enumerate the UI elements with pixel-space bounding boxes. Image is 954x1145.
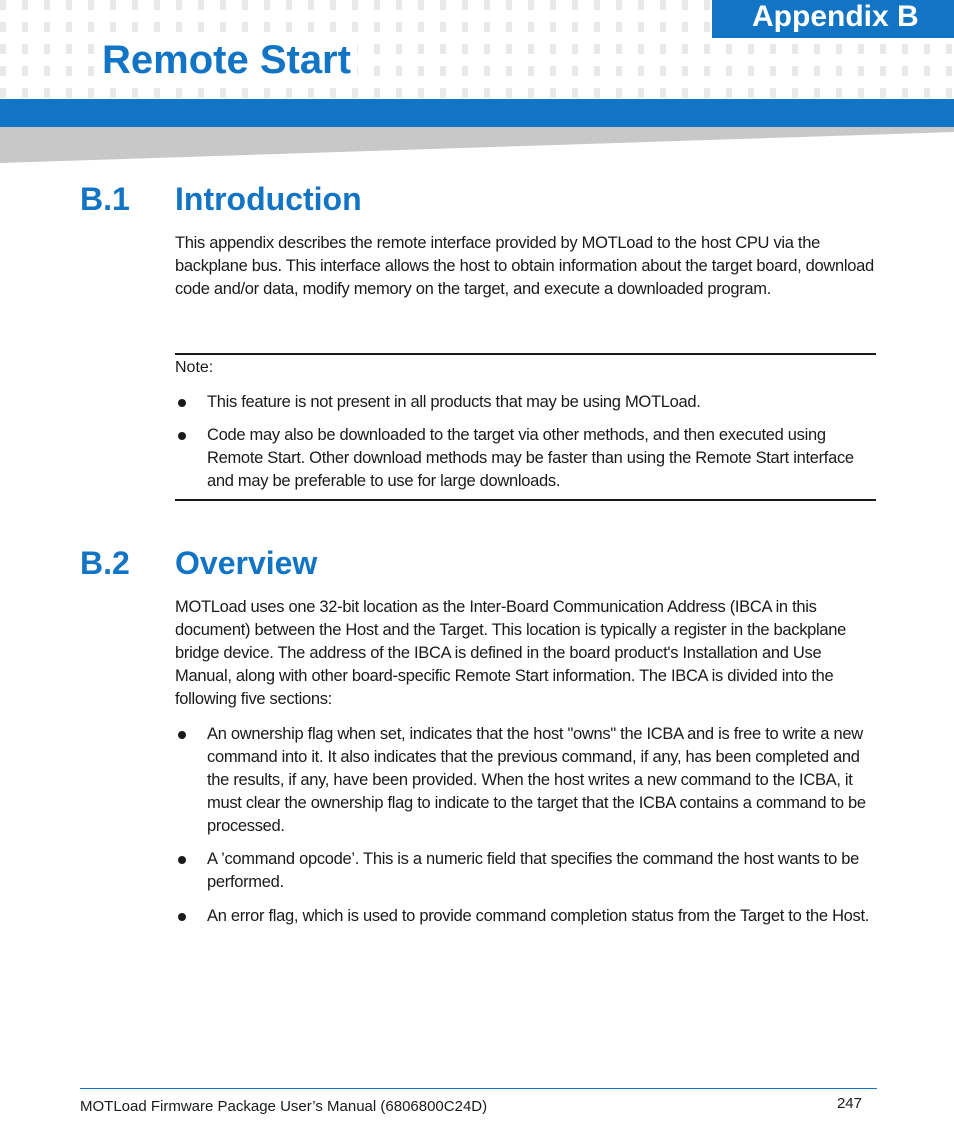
section-number: B.2 [80, 545, 130, 581]
section-title: Overview [175, 545, 318, 581]
list-item [175, 905, 875, 928]
grey-wedge-shape [0, 127, 954, 163]
note-top-rule [175, 353, 876, 355]
list-item-text: An error flag, which is used to provide command completion status from the Target to the Host. [207, 907, 870, 925]
bullet-dot [178, 913, 186, 921]
note-bottom-rule [175, 499, 876, 501]
section-heading-overview [80, 544, 317, 582]
note-item-text: This feature is not present in all products that may be using MOTLoad. [207, 393, 701, 411]
list-item [175, 848, 875, 894]
appendix-tab: Appendix B [712, 0, 954, 38]
bullet-dot [178, 399, 186, 407]
section-title: Introduction [175, 181, 362, 217]
section-number: B.1 [80, 181, 130, 217]
note-item [175, 424, 875, 493]
list-item-text: A ’command opcode’. This is a numeric field that specifies the command the host wants to be performed. [207, 850, 859, 891]
list-item-text: An ownership flag when set, indicates that the host "owns" the ICBA and is free to write a new command into it. It also indicates that the previous command, if any, has been completed and the results, if any, have been provided. When the host writes a new command to the ICBA, it must clear the ownership flag to indicate to the target that the ICBA contains a command to be processed. [207, 725, 866, 835]
bullet-dot [178, 731, 186, 739]
bullet-dot [178, 856, 186, 864]
note-label: Note: [175, 359, 214, 376]
note-item-text: Code may also be downloaded to the target via other methods, and then executed using Remote Start. Other download methods may be faster than using the Remote Start interface and may be preferable to use for large downloads. [207, 426, 854, 490]
overview-paragraph: MOTLoad uses one 32-bit location as the Inter-Board Communication Address (IBCA in this document) between the Host and the Target. This location is typically a register in the backplane bridge device. The address of the IBCA is defined in the board product's Installation and Use Manual, along with other board-specific Remote Start information. The IBCA is divided into the following five sections: [175, 598, 847, 708]
bullet-dot [178, 432, 186, 440]
page-number: 247 [836, 1095, 862, 1112]
note-item [175, 391, 875, 414]
footer-manual-title: MOTLoad Firmware Package User’s Manual (6806800C24D) [80, 1098, 488, 1115]
list-item [175, 723, 875, 838]
footer-rule [80, 1088, 877, 1089]
header-grey-wedge [0, 127, 954, 163]
intro-paragraph: This appendix describes the remote interface provided by MOTLoad to the host CPU via the backplane bus. This interface allows the host to obtain information about the target board, download code and/or data, modify memory on the target, and execute a downloaded program. [175, 234, 874, 298]
chapter-title: Remote Start [102, 36, 357, 84]
section-heading-introduction [80, 180, 362, 218]
header-blue-bar [0, 99, 954, 127]
